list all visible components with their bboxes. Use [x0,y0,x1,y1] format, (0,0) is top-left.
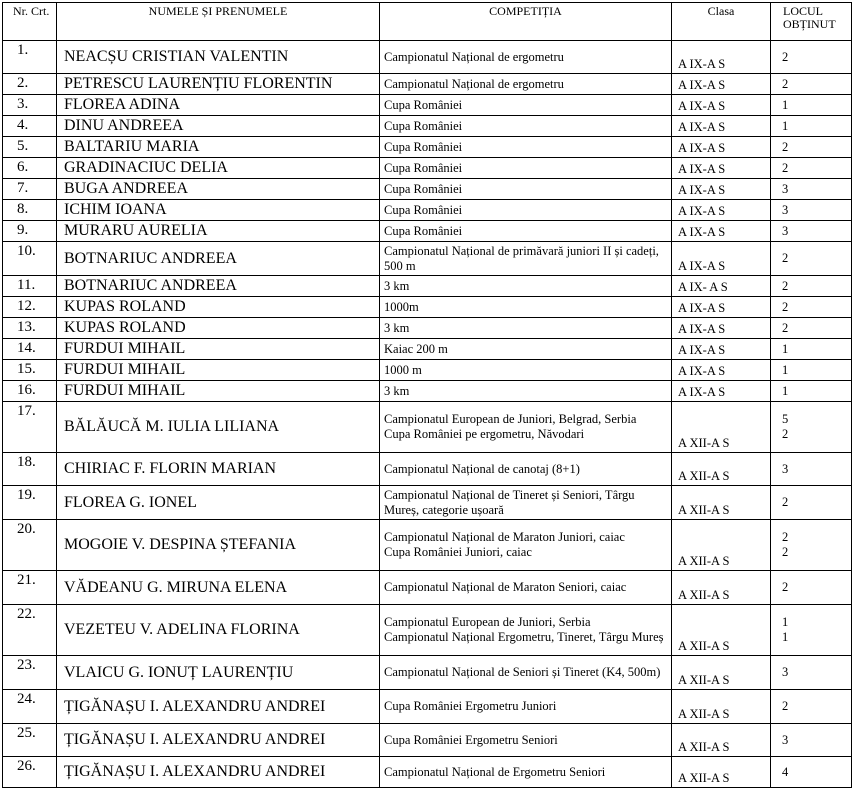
row-number: 7. [3,179,57,200]
table-row [3,520,852,571]
competition-text: 3 km [384,278,410,293]
table-row [3,318,852,339]
place-cell: 2 [771,571,852,605]
competition-text: Cupa României Juniori, caiac [384,545,532,559]
table-row [3,571,852,605]
competition-cell [380,137,672,158]
competition-cell [380,656,672,690]
competition-cell [380,690,672,724]
competition-text: 1000m [384,299,419,314]
competition-text: Cupa României [384,97,463,112]
table-row [3,381,852,402]
competition-cell [380,41,672,74]
row-number: 15. [3,360,57,381]
class-cell: A XII-A S [672,605,771,656]
student-name: PETRESCU LAURENȚIU FLORENTIN [57,74,380,95]
table-row [3,453,852,486]
header-competition: COMPETIȚIA [380,3,672,41]
row-number: 24. [3,690,57,724]
student-name: BĂLĂUCĂ M. IULIA LILIANA [57,402,380,453]
row-number: 25. [3,724,57,757]
competition-cell [380,724,672,757]
competition-cell [380,757,672,788]
table-row [3,486,852,520]
class-cell: A IX-A S [672,179,771,200]
competition-cell [380,158,672,179]
row-number: 3. [3,95,57,116]
place-cell: 2 [771,276,852,297]
competition-text: Campionatul Național de ergometru [384,49,564,64]
place-cell: 2 [771,486,852,520]
student-name: FURDUI MIHAIL [57,360,380,381]
table-row [3,297,852,318]
place-cell: 2 [771,41,852,74]
class-cell: A IX-A S [672,116,771,137]
row-number: 6. [3,158,57,179]
class-cell: A XII-A S [672,486,771,520]
row-number: 11. [3,276,57,297]
class-cell: A XII-A S [672,690,771,724]
class-cell: A IX-A S [672,360,771,381]
competition-text: Campionatul Național de ergometru [384,76,564,91]
header-row [3,3,852,41]
header-clasa: Clasa [672,3,771,41]
class-cell: A XII-A S [672,724,771,757]
table-row [3,200,852,221]
row-number: 2. [3,74,57,95]
class-cell: A IX-A S [672,297,771,318]
row-number: 26. [3,757,57,788]
competition-text: Campionatul Național de Tineret și Seniori, Târgu Mureș, categorie ușoară [384,487,635,517]
place-cell: 2 [771,690,852,724]
competition-cell [380,453,672,486]
table-row [3,724,852,757]
competition-cell [380,116,672,137]
class-cell: A IX-A S [672,318,771,339]
class-cell: A XII-A S [672,571,771,605]
place-cell: 3 [771,200,852,221]
competition-text: Campionatul Național de Ergometru Seniori [384,764,606,779]
row-number: 5. [3,137,57,158]
competition-cell [380,571,672,605]
place-cell: 2 [771,137,852,158]
competition-cell [380,95,672,116]
place-cell: 4 [771,757,852,788]
row-number: 10. [3,242,57,276]
student-name: GRADINACIUC DELIA [57,158,380,179]
class-cell: A XII-A S [672,656,771,690]
competition-text: Campionatul European de Juniori, Belgrad, Serbia [384,412,637,426]
student-name: KUPAS ROLAND [57,297,380,318]
place-cell: 2 [771,242,852,276]
class-cell: A IX-A S [672,339,771,360]
competition-text: Cupa României [384,139,463,154]
row-number: 9. [3,221,57,242]
table-row [3,116,852,137]
table-row [3,690,852,724]
student-name: DINU ANDREEA [57,116,380,137]
row-number: 17. [3,402,57,453]
place-cell: 2 2 [771,520,852,571]
class-cell: A XII-A S [672,402,771,453]
table-row [3,95,852,116]
competition-text: Campionatul Național de Seniori și Tineret (K4, 500m) [384,665,661,679]
row-number: 16. [3,381,57,402]
class-cell: A IX-A S [672,137,771,158]
row-number: 19. [3,486,57,520]
table-row [3,41,852,74]
place-cell: 3 [771,453,852,486]
table-row [3,179,852,200]
table-row [3,158,852,179]
competition-cell [380,520,672,571]
place-cell: 1 [771,116,852,137]
competition-text: 3 km [384,320,410,335]
class-cell: A IX- A S [672,276,771,297]
table-row [3,605,852,656]
student-name: VĂDEANU G. MIRUNA ELENA [57,571,380,605]
competition-text: Campionatul Național de primăvară juniori II și cadeți, 500 m [384,243,659,273]
class-cell: A IX-A S [672,74,771,95]
table-row [3,276,852,297]
competition-cell [380,276,672,297]
competition-text: Cupa României [384,223,463,238]
place-cell: 1 1 [771,605,852,656]
place-cell: 2 [771,74,852,95]
student-name: ȚIGĂNAȘU I. ALEXANDRU ANDREI [57,724,380,757]
student-name: BUGA ANDREEA [57,179,380,200]
class-cell: A IX-A S [672,200,771,221]
competition-text: Cupa României Ergometru Seniori [384,732,558,747]
competition-cell [380,605,672,656]
place-cell: 1 [771,95,852,116]
place-cell: 2 [771,158,852,179]
competition-cell [380,179,672,200]
place-cell: 3 [771,656,852,690]
table-row [3,137,852,158]
student-name: FURDUI MIHAIL [57,339,380,360]
table-row [3,656,852,690]
competition-cell [380,242,672,276]
student-name: BOTNARIUC ANDREEA [57,276,380,297]
class-cell: A IX-A S [672,41,771,74]
competition-cell [380,297,672,318]
student-name: VEZETEU V. ADELINA FLORINA [57,605,380,656]
table-row [3,402,852,453]
competition-text: Cupa României [384,160,463,175]
competition-cell [380,402,672,453]
competition-cell [380,486,672,520]
competition-text: Campionatul Național de Maraton Seniori, caiac [384,580,627,594]
row-number: 18. [3,453,57,486]
student-name: FURDUI MIHAIL [57,381,380,402]
class-cell: A IX-A S [672,242,771,276]
table-row [3,757,852,788]
class-cell: A IX-A S [672,95,771,116]
row-number: 12. [3,297,57,318]
student-name: FLOREA ADINA [57,95,380,116]
row-number: 20. [3,520,57,571]
student-name: MURARU AURELIA [57,221,380,242]
place-cell: 3 [771,179,852,200]
class-cell: A XII-A S [672,453,771,486]
header-loc: LOCUL OBȚINUT [771,3,852,41]
table-row [3,74,852,95]
place-cell: 3 [771,221,852,242]
competition-text: Cupa României [384,181,463,196]
competition-cell [380,200,672,221]
competition-text: Campionatul European de Juniori, Serbia [384,615,591,629]
class-cell: A XII-A S [672,757,771,788]
competition-cell [380,381,672,402]
row-number: 21. [3,571,57,605]
student-name: CHIRIAC F. FLORIN MARIAN [57,453,380,486]
table-row [3,339,852,360]
table-body [3,41,852,788]
competition-cell [380,339,672,360]
student-name: BOTNARIUC ANDREEA [57,242,380,276]
student-name: BALTARIU MARIA [57,137,380,158]
results-table [2,2,852,788]
header-name: NUMELE ȘI PRENUMELE [57,3,380,41]
student-name: VLAICU G. IONUȚ LAURENȚIU [57,656,380,690]
class-cell: A IX-A S [672,381,771,402]
student-name: ȚIGĂNAȘU I. ALEXANDRU ANDREI [57,690,380,724]
student-name: FLOREA G. IONEL [57,486,380,520]
row-number: 14. [3,339,57,360]
row-number: 1. [3,41,57,74]
row-number: 4. [3,116,57,137]
table-row [3,360,852,381]
place-cell: 3 [771,724,852,757]
competition-text: Cupa României [384,118,463,133]
student-name: ȚIGĂNAȘU I. ALEXANDRU ANDREI [57,757,380,788]
competition-text: 1000 m [384,362,422,377]
student-name: NEACȘU CRISTIAN VALENTIN [57,41,380,74]
row-number: 22. [3,605,57,656]
student-name: KUPAS ROLAND [57,318,380,339]
place-cell: 2 [771,318,852,339]
competition-text: Kaiac 200 m [384,341,448,356]
row-number: 23. [3,656,57,690]
student-name: MOGOIE V. DESPINA ȘTEFANIA [57,520,380,571]
competition-text: 3 km [384,383,410,398]
competition-text: Cupa României [384,202,463,217]
competition-text: Campionatul Național Ergometru, Tineret, Târgu Mureș [384,630,664,644]
table-row [3,242,852,276]
competition-cell [380,360,672,381]
competition-cell [380,74,672,95]
place-cell: 2 [771,297,852,318]
competition-cell [380,318,672,339]
header-nr: Nr. Crt. [3,3,57,41]
class-cell: A IX-A S [672,221,771,242]
place-cell: 1 [771,360,852,381]
place-cell: 1 [771,339,852,360]
competition-text: Campionatul Național de canotaj (8+1) [384,461,580,476]
place-cell: 5 2 [771,402,852,453]
row-number: 8. [3,200,57,221]
table-row [3,221,852,242]
student-name: ICHIM IOANA [57,200,380,221]
competition-cell [380,221,672,242]
competition-text: Campionatul Național de Maraton Juniori, caiac [384,530,625,544]
competition-text: Cupa României Ergometru Juniori [384,699,557,713]
place-cell: 1 [771,381,852,402]
class-cell: A XII-A S [672,520,771,571]
competition-text: Cupa României pe ergometru, Năvodari [384,427,585,441]
class-cell: A IX-A S [672,158,771,179]
row-number: 13. [3,318,57,339]
